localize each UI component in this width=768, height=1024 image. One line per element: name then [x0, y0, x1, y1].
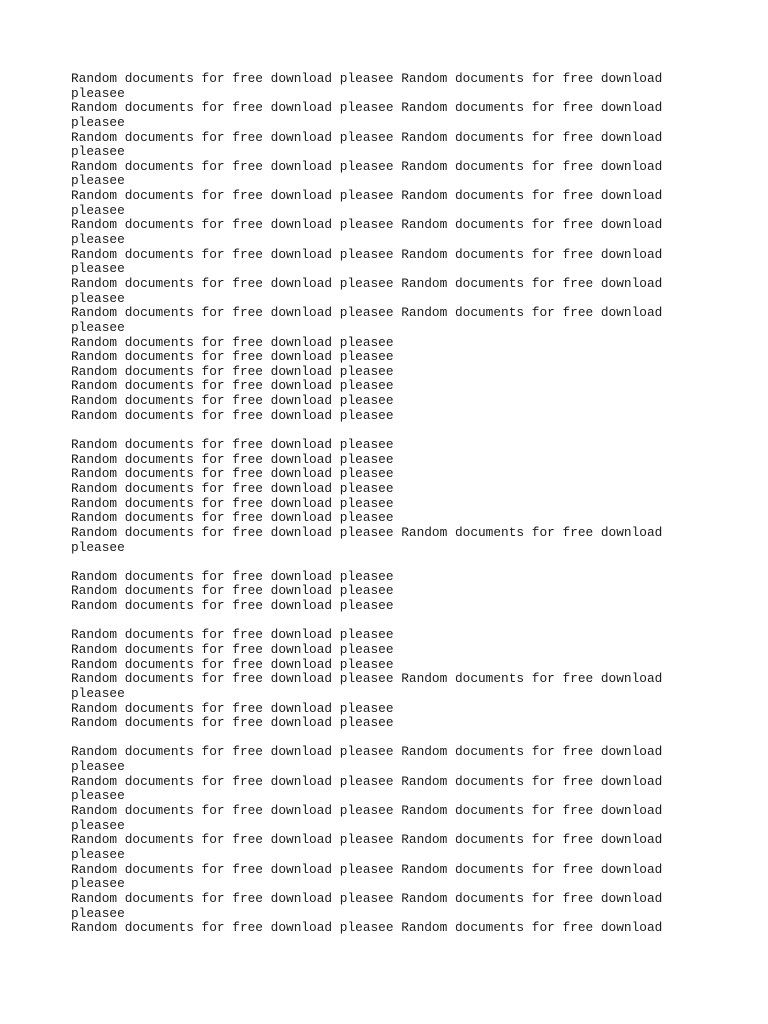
- text-line: Random documents for free download pleasee: [71, 627, 394, 643]
- text-line: Random documents for free download pleasee: [71, 393, 394, 409]
- text-line: pleasee: [71, 788, 125, 804]
- blank-line: [71, 555, 671, 570]
- text-line: Random documents for free download pleasee Random documents for free download: [71, 832, 663, 848]
- text-line: Random documents for free download pleasee Random documents for free download: [71, 920, 663, 936]
- text-line: Random documents for free download pleasee: [71, 334, 394, 350]
- text-line: pleasee: [71, 846, 125, 862]
- text-line: pleasee: [71, 261, 125, 277]
- text-line: pleasee: [71, 114, 125, 130]
- text-line: Random documents for free download pleasee Random documents for free download: [71, 129, 663, 145]
- document-text-body: [71, 72, 671, 936]
- text-line: Random documents for free download pleasee Random documents for free download: [71, 217, 663, 233]
- text-line: Random documents for free download pleasee: [71, 466, 394, 482]
- text-line: Random documents for free download pleasee: [71, 480, 394, 496]
- text-line: Random documents for free download pleasee: [71, 363, 394, 379]
- text-line: Random documents for free download pleasee Random documents for free download: [71, 158, 663, 174]
- text-line: Random documents for free download pleasee Random documents for free download: [71, 671, 663, 687]
- text-line: pleasee: [71, 539, 125, 555]
- text-line: pleasee: [71, 319, 125, 335]
- text-line: Random documents for free download pleasee: [71, 598, 394, 614]
- text-line: Random documents for free download pleasee: [71, 568, 394, 584]
- text-line: Random documents for free download pleasee: [71, 641, 394, 657]
- text-line: pleasee: [71, 685, 125, 701]
- text-line: Random documents for free download pleasee Random documents for free download: [71, 890, 663, 906]
- text-line: Random documents for free download pleasee: [71, 407, 394, 423]
- text-line: Random documents for free download pleasee: [71, 437, 394, 453]
- text-line: pleasee: [71, 85, 125, 101]
- text-line: Random documents for free download pleasee Random documents for free download: [71, 246, 663, 262]
- text-line: Random documents for free download pleasee: [71, 715, 394, 731]
- text-line: pleasee: [71, 905, 125, 921]
- text-line: pleasee: [71, 290, 125, 306]
- blank-line: [71, 614, 671, 629]
- text-line: Random documents for free download pleasee Random documents for free download: [71, 524, 663, 540]
- text-line: Random documents for free download pleasee Random documents for free download: [71, 744, 663, 760]
- text-line: pleasee: [71, 173, 125, 189]
- blank-line: [71, 423, 671, 438]
- text-line: Random documents for free download pleasee Random documents for free download: [71, 100, 663, 116]
- text-line: Random documents for free download pleasee: [71, 700, 394, 716]
- text-line: Random documents for free download pleasee Random documents for free download: [71, 188, 663, 204]
- text-line: Random documents for free download pleasee: [71, 656, 394, 672]
- text-line: Random documents for free download pleasee: [71, 583, 394, 599]
- text-line: Random documents for free download pleasee: [71, 451, 394, 467]
- text-line: pleasee: [71, 202, 125, 218]
- text-line: pleasee: [71, 144, 125, 160]
- text-line: pleasee: [71, 759, 125, 775]
- text-line: Random documents for free download pleasee Random documents for free download: [71, 803, 663, 819]
- text-line: Random documents for free download pleasee Random documents for free download: [71, 773, 663, 789]
- text-line: Random documents for free download pleasee: [71, 378, 394, 394]
- text-line: Random documents for free download pleasee Random documents for free download: [71, 275, 663, 291]
- blank-line: [71, 731, 671, 746]
- text-line: pleasee: [71, 876, 125, 892]
- text-line: Random documents for free download pleasee Random documents for free download: [71, 71, 663, 86]
- text-line: pleasee: [71, 232, 125, 248]
- text-line: Random documents for free download pleasee: [71, 349, 394, 365]
- text-line: Random documents for free download pleasee Random documents for free download: [71, 305, 663, 321]
- text-line: Random documents for free download pleasee Random documents for free download: [71, 861, 663, 877]
- text-line: Random documents for free download pleasee: [71, 510, 394, 526]
- text-line: pleasee: [71, 817, 125, 833]
- text-line: Random documents for free download pleasee: [71, 495, 394, 511]
